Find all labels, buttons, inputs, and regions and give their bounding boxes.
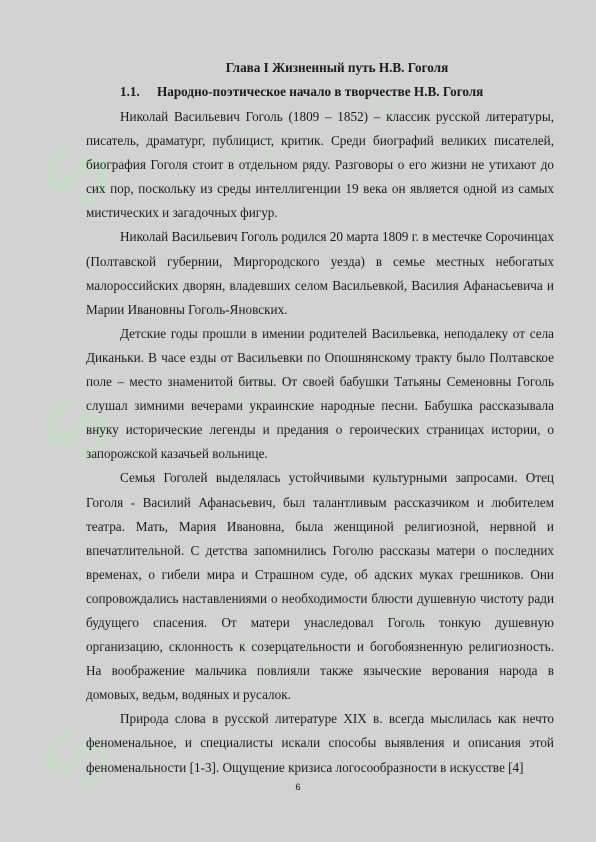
paragraph: Николай Васильевич Гоголь родился 20 марта 1809 г. в местечке Сорочинцах (Полтавской губернии, Миргородского уезда) в семье местных небогатых малороссийских дворян, владевших селом Васильевкой, Василия Афанасьевича и Марии Ивановны Гоголь-Яновских.	[86, 229, 554, 317]
svg-text:F: F	[372, 582, 449, 647]
svg-text:F: F	[352, 72, 429, 137]
svg-text:U: U	[212, 116, 292, 187]
svg-text:S: S	[19, 125, 135, 224]
section-title: Народно-поэтическое начало в творчестве Н.В. Гоголя	[157, 84, 484, 99]
paragraph: Детские годы прошли в имении родителей Васильевка, неподалеку от села Диканьки. В часе езды от Васильевки по Опошнянскому тракту было Полтавское поле – место знаменитой битвы. От своей бабушки Татьяны Семеновны Гоголь слушал зимними вечерами украинские народные песни. Бабушка рассказывала внуку исторические легенды и предания о героических страницах истории, о запорожской казачьей вольнице.	[86, 325, 554, 462]
svg-text:U: U	[212, 626, 292, 697]
chapter-title: Глава I Жизненный путь Н.В. Гоголя	[225, 60, 449, 75]
section-number: 1.1.	[120, 84, 140, 99]
svg-text:S: S	[19, 710, 135, 809]
page-content	[86, 60, 554, 780]
section-heading	[86, 80, 554, 104]
paragraph: Природа слова в русской литературе XIX в. всегда мыслилась как нечто феноменальное, и специалисты искали способы выявления и описания этой феноменальности [1-3]. Ощущение кризиса логосообразности в искусстве [4]	[86, 711, 554, 775]
svg-text:S: S	[19, 380, 135, 479]
svg-text:F: F	[372, 317, 449, 382]
paragraph: Николай Васильевич Гоголь (1809 – 1852) – классик русской литературы, писатель, драматург, публицист, критик. Среди биографий великих писателей, биография Гоголя стоит в отдельном ряду. Разговоры о его жизни не утихают до сих пор, поскольку из среды интеллигенции 19 века он является одной из самых мистических и загадочных фигур.	[86, 109, 554, 221]
page-number: 6	[295, 782, 301, 793]
svg-text:U: U	[212, 356, 292, 427]
paragraph: Семья Гоголей выделялась устойчивыми культурными запросами. Отец Гоголя - Василий Афанасьевич, был талантливым рассказчиком и любителем театра. Мать, Мария Ивановна, была женщиной религиозной, нервной и впечатлительной. С детства запомнились Гоголю рассказы матери о последних временах, о гибели мира и Страшном суде, об адских муках грешников. Они сопровождались наставлениями о необходимости блюсти душевную чистоту ради будущего спасения. От матери унаследовал Гоголь тонкую душевную организацию, склонность к созерцательности и богобоязненную религиозность. На воображение мальчика повлияли также языческие верования народа в домовых, ведьм, водяных и русалок.	[86, 470, 554, 703]
